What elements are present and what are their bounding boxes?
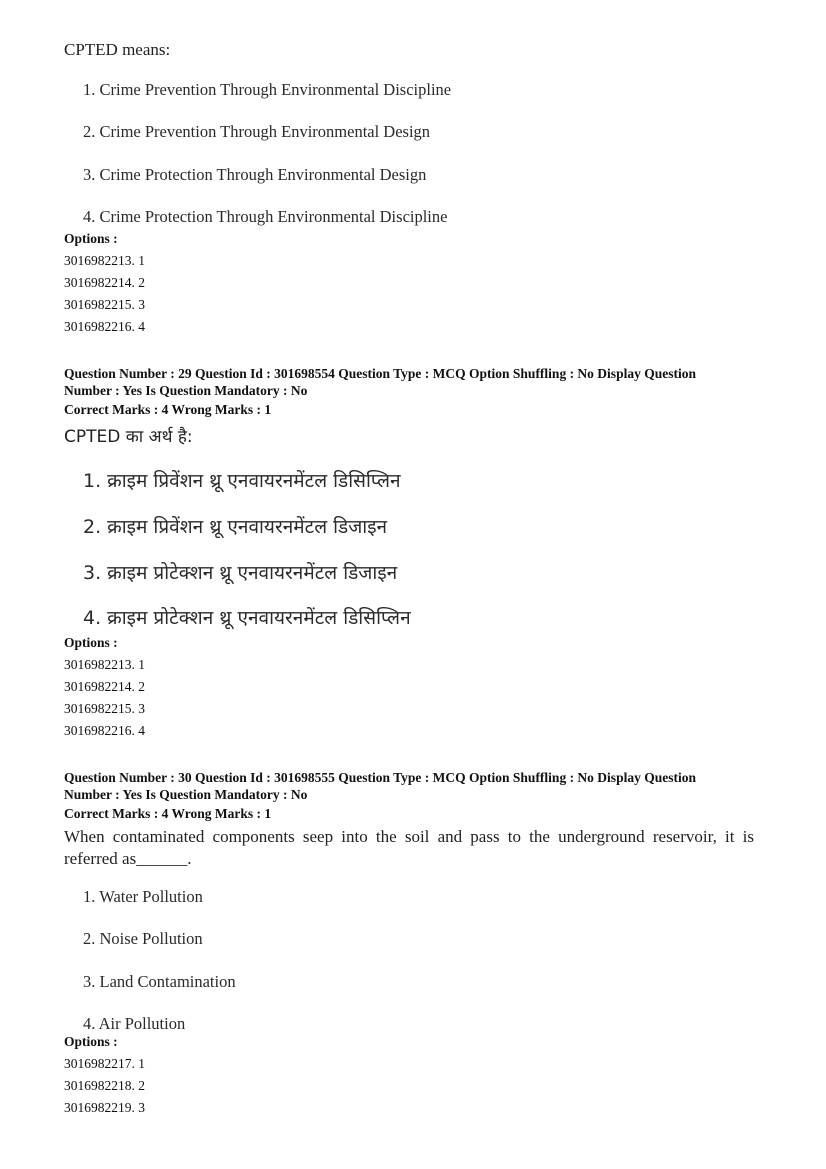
options-label: Options : [64, 635, 118, 650]
answer-choice: 4. Air Pollution [83, 1014, 186, 1033]
options-label: Options : [64, 231, 118, 246]
option-id: 3016982216. 4 [64, 723, 145, 738]
answer-choice: 2. Crime Prevention Through Environmental Design [83, 122, 431, 141]
answer-choice: 2. क्राइम प्रिवेंशन थ्रू एनवायरनमेंटल डिजाइन [83, 516, 388, 538]
question-meta: Number : Yes Is Question Mandatory : No [64, 787, 308, 802]
answer-choice: 2. Noise Pollution [83, 929, 203, 948]
question-meta: Question Number : 30 Question Id : 301698555 Question Type : MCQ Option Shuffling : No Display Question [64, 770, 696, 785]
question-meta: Question Number : 29 Question Id : 301698554 Question Type : MCQ Option Shuffling : No Display Question [64, 366, 696, 381]
answer-choice: 3. Land Contamination [83, 972, 236, 991]
option-id: 3016982215. 3 [64, 701, 145, 716]
option-id: 3016982213. 1 [64, 253, 145, 268]
answer-choice: 3. क्राइम प्रोटेक्शन थ्रू एनवायरनमेंटल डिजाइन [83, 562, 398, 584]
answer-choice: 4. Crime Protection Through Environmental Discipline [83, 207, 448, 226]
answer-choice: 3. Crime Protection Through Environmental Design [83, 165, 427, 184]
option-id: 3016982216. 4 [64, 319, 145, 334]
option-id: 3016982219. 3 [64, 1100, 145, 1115]
option-id: 3016982214. 2 [64, 275, 145, 290]
option-id: 3016982215. 3 [64, 297, 145, 312]
question-meta: Number : Yes Is Question Mandatory : No [64, 383, 308, 398]
option-id: 3016982214. 2 [64, 679, 145, 694]
option-id: 3016982213. 1 [64, 657, 145, 672]
question-text: CPTED का अर्थ है: [64, 427, 193, 447]
answer-choice: 1. Water Pollution [83, 887, 203, 906]
options-label: Options : [64, 1034, 118, 1049]
answer-choice: 1. क्राइम प्रिवेंशन थ्रू एनवायरनमेंटल डिसिप्लिन [83, 470, 401, 492]
option-id: 3016982218. 2 [64, 1078, 145, 1093]
answer-choice: 1. Crime Prevention Through Environmental Discipline [83, 80, 452, 99]
question-marks: Correct Marks : 4 Wrong Marks : 1 [64, 402, 272, 417]
option-id: 3016982217. 1 [64, 1056, 145, 1071]
question-text: When contaminated components seep into the soil and pass to the underground reservoir, it is referred as______. [64, 827, 754, 868]
answer-choice: 4. क्राइम प्रोटेक्शन थ्रू एनवायरनमेंटल डिसिप्लिन [83, 607, 411, 629]
question-text: CPTED means: [64, 40, 171, 59]
question-marks: Correct Marks : 4 Wrong Marks : 1 [64, 806, 272, 821]
